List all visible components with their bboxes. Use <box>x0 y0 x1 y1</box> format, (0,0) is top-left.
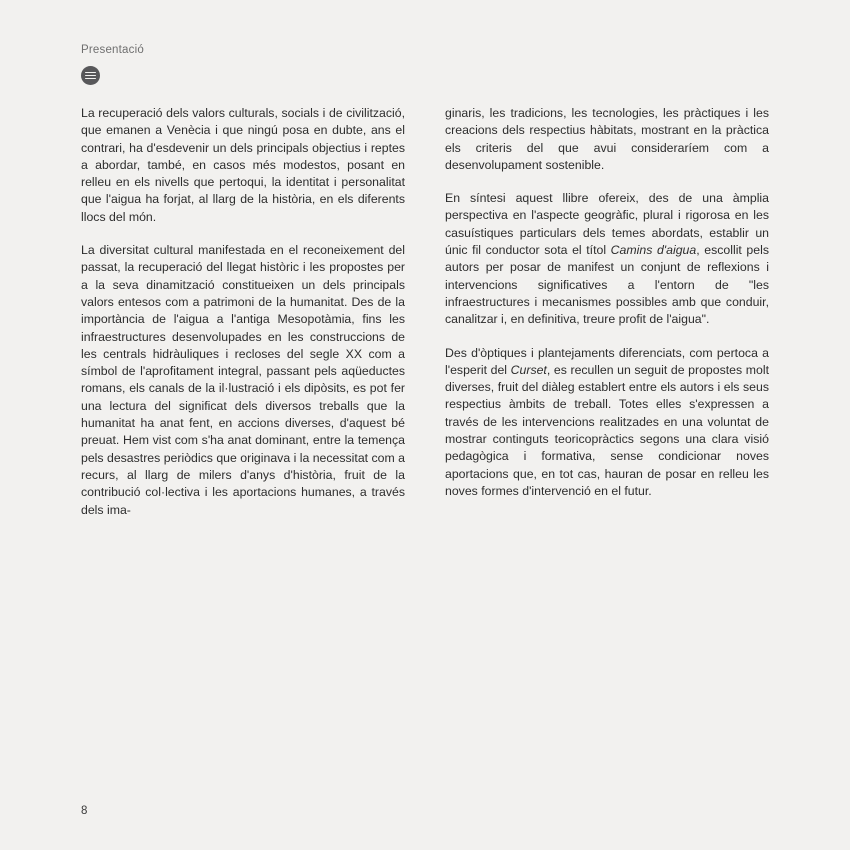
left-column <box>81 105 405 519</box>
page-content <box>81 44 769 519</box>
hamburger-circle-mark-icon <box>81 66 100 85</box>
paragraph: La diversitat cultural manifestada en el reconeixement del passat, la recuperació del llegat històric i les propostes per a la seva dinamització constitueixen un dels principals valors entesos com a patrimoni de la humanitat. Des de la importància de l'aigua a l'antiga Mesopotàmia, fins les infraestructures desenvolupades en les construccions de les centrals hidràuliques i recloses del segle XX com a símbol de l'aprofitament integral, passant pels aqüeductes romans, els canals de la il·lustració i els dipòsits, es pot fer una lectura del significat dels diversos treballs que la humanitat ha anat fent, en accions diverses, d'aquest bé preuat. Hem vist com s'ha anat dominant, entre la temença pels desastres periòdics que originava i la necessitat com a recurs, al llarg de milers d'anys d'història, fruit de la contribució col·lectiva i les aportacions humanes, a través dels ima- <box>81 243 405 517</box>
paragraph: En síntesi aquest llibre ofereix, des de una àmplia perspectiva en l'aspecte geogràfic, plural i rigorosa en les casuístiques particulars dels temes abordats, establir un únic fil conductor sota el títol Camins d'aigua, escollit pels autors per posar de manifest un conjunt de reflexions i intervencions significatives a l'entorn de "les infraestructures i mecanismes possibles amb que conduir, canalitzar i, en definitiva, treure profit de l'aigua". <box>445 191 769 327</box>
text-columns <box>81 105 769 519</box>
right-column <box>445 105 769 519</box>
paragraph: Des d'òptiques i plantejaments diferenciats, com pertoca a l'esperit del Curset, es recullen un seguit de propostes molt diverses, fruit del diàleg establert entre els autors i els seus respectius àmbits de treball. Totes elles s'expressen a través de les intervencions realitzades en una voluntat de mostrar continguts teoricopràctics segons una clara visió pedagògica i formativa, sense condicionar noves aportacions que, en tot cas, hauran de posar en relleu les noves formes d'intervenció en el futur. <box>445 345 769 498</box>
paragraph: ginaris, les tradicions, les tecnologies, les pràctiques i les creacions dels respectius hàbitats, mostrant en la pràctica els criteris del que avui consideraríem com a desenvolupament sostenible. <box>445 106 769 172</box>
paragraph: La recuperació dels valors culturals, socials i de civilització, que emanen a Venècia i que ningú posa en dubte, ans el contrari, ha d'esdevenir un dels principals objectius i reptes a abordar, també, en casos més modestos, posant en relleu en els nivells que pertoqui, la identitat i personalitat que l'aigua ha forjat, al llarg de la història, en els diferents llocs del món. <box>81 106 405 224</box>
section-label: Presentació <box>81 44 144 56</box>
page-number: 8 <box>81 805 88 817</box>
